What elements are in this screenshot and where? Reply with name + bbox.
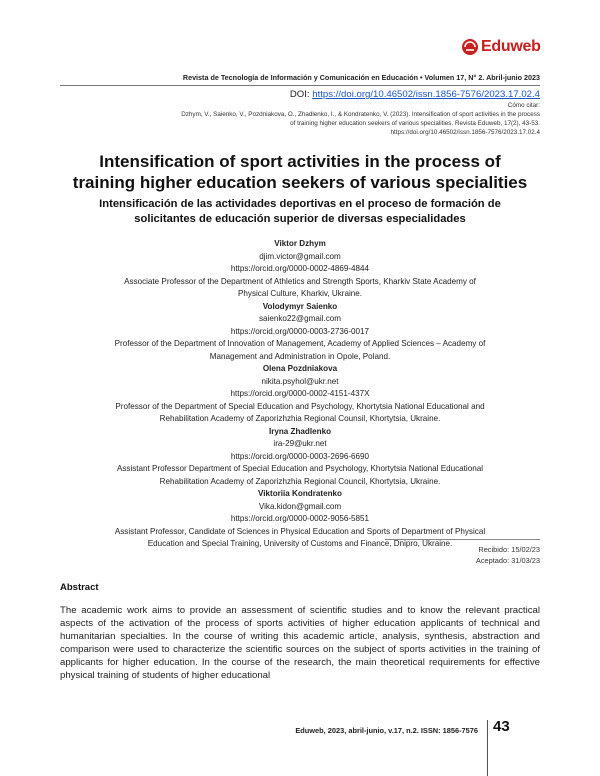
- journal-line: Revista de Tecnología de Información y Comunicación en Educación • Volumen 17, N° 2. Abril-junio 2023: [182, 73, 540, 82]
- abstract-heading: Abstract: [60, 582, 99, 593]
- author-affiliation: Physical Culture, Kharkiv, Ukraine.: [238, 289, 362, 298]
- citation-block: [60, 101, 540, 137]
- submission-dates: [385, 544, 540, 566]
- author-entry: [60, 238, 540, 301]
- author-email[interactable]: djim.victor@gmail.com: [259, 251, 341, 261]
- cite-line: of training higher education seekers of various specialities. Revista Eduweb, 17(2), 43-53.: [290, 120, 540, 128]
- author-email[interactable]: Vika.kidon@gmail.com: [258, 501, 342, 511]
- subtitle-line: Intensificación de las actividades deportivas en el proceso de formación de: [99, 198, 501, 210]
- author-affiliation: Rehabilitation Academy of Zaporizhzhia Regional Council, Khortytsia, Ukraine.: [159, 476, 441, 486]
- author-name: Viktoriia Kondratenko: [258, 489, 342, 498]
- author-name: Viktor Dzhym: [274, 239, 326, 248]
- doi-line: [60, 89, 540, 100]
- author-affiliation: Professor of the Department of Special Education and Psychology, Khortytsia National Educational and: [115, 401, 485, 411]
- footer-divider: [487, 720, 488, 776]
- footer-citation: Eduweb, 2023, abril-junio, v.17, n.2. ISSN: 1856-7576: [295, 726, 478, 735]
- cite-line: Dzhym, V., Saienko, V., Pozdniakova, O., Zhadlenko, I., & Kondratenko, V. (2023). Intensification of sport activities in the process: [181, 111, 540, 119]
- subtitle-line: solicitantes de educación superior de diversas especialidades: [134, 212, 466, 225]
- received-date: Recibido: 15/02/23: [478, 545, 540, 554]
- author-entry: [60, 488, 540, 551]
- title-line: Intensification of sport activities in the process of: [99, 152, 501, 171]
- logo-text: Eduweb: [481, 38, 541, 55]
- author-email[interactable]: nikita.psyhol@ukr.net: [261, 376, 339, 386]
- accepted-date: Aceptado: 31/03/23: [475, 556, 540, 566]
- author-orcid[interactable]: https://orcid.org/0000-0003-2696-6690: [230, 451, 370, 461]
- author-orcid[interactable]: https://orcid.org/0000-0002-9056-5851: [230, 514, 370, 523]
- author-email[interactable]: saienko22@gmail.com: [259, 314, 341, 323]
- author-affiliation: Assistant Professor, Candidate of Sciences in Physical Education and Sports of Department of Physical: [114, 526, 486, 536]
- authors-block: [60, 238, 540, 551]
- eduweb-logo-icon: [461, 38, 479, 56]
- author-orcid[interactable]: https://orcid.org/0000-0002-4151-437X: [230, 389, 370, 398]
- cite-label: Cómo citar:: [507, 102, 540, 109]
- title-line: training higher education seekers of various specialities: [72, 173, 528, 192]
- author-orcid[interactable]: https://orcid.org/0000-0003-2736-0017: [230, 326, 370, 336]
- author-affiliation: Associate Professor of the Department of Athletics and Strength Sports, Kharkiv State Academy of: [124, 276, 476, 286]
- paper-title: [60, 151, 540, 193]
- cite-line: https://doi.org/10.46502/issn.1856-7576/2023.17.02.4: [390, 129, 540, 137]
- paper-subtitle: [60, 197, 540, 226]
- abstract-text: The academic work aims to provide an assessment of scientific studies and to know the relevant practical aspects of the activation of the process of sports activities of higher education applicants of technical and humanitarian specialties. In the course of writing this academic article, analysis, synthesis, abstraction and comparison were used to characterize the scientific sources on the subject of sports activities in the training of applicants for higher education. In the course of the research, the main theoretical requirements for effective physical training of students of higher educational: [60, 605, 540, 681]
- author-affiliation: Professor of the Department of Innovation of Management, Academy of Applied Sciences – Academy of: [114, 339, 486, 348]
- header-divider: [60, 85, 540, 86]
- author-name: Volodymyr Saienko: [262, 301, 338, 311]
- author-affiliation: Rehabilitation Academy of Zaporizhzhia Regional Counsil, Khortytsia, Ukraine.: [159, 414, 441, 423]
- doi-link[interactable]: https://doi.org/10.46502/issn.1856-7576/2023.17.02.4: [312, 89, 540, 100]
- author-entry: [60, 426, 540, 489]
- author-orcid[interactable]: https://orcid.org/0000-0002-4869-4844: [230, 264, 370, 273]
- author-entry: [60, 363, 540, 426]
- doi-label: DOI:: [289, 89, 310, 100]
- author-entry: [60, 301, 540, 364]
- author-affiliation: Assistant Professor Department of Special Education and Psychology, Khortytsia National Educational: [116, 464, 484, 473]
- author-name: Olena Pozdniakova: [262, 364, 338, 373]
- page-number: 43: [493, 718, 510, 735]
- dates-divider: [385, 539, 540, 540]
- author-name: Iryna Zhadlenko: [268, 426, 332, 436]
- author-affiliation: Education and Special Training, University of Customs and Finance, Dnipro, Ukraine.: [147, 539, 453, 548]
- author-affiliation: Management and Administration in Opole, Poland.: [209, 351, 391, 361]
- eduweb-logo: [461, 38, 541, 56]
- author-email[interactable]: ira-29@ukr.net: [273, 439, 327, 448]
